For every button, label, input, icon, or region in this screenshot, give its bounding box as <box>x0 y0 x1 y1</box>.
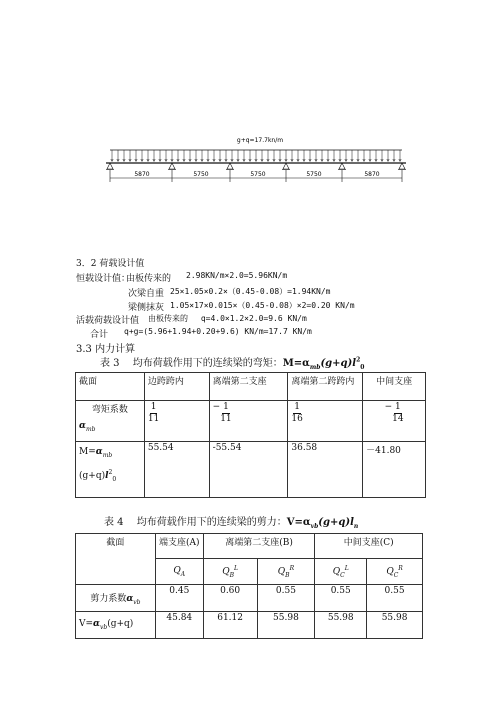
shear-table <box>75 533 423 639</box>
section-33-heading: 3.3 内力计算 <box>76 344 136 355</box>
table3-moment-4: －41.80 <box>363 442 426 498</box>
table3-formula <box>283 358 365 369</box>
coef-sign: − <box>384 402 393 412</box>
table4-coef-label <box>76 585 156 612</box>
subheader-qa <box>155 559 203 585</box>
load-arrows <box>111 150 401 162</box>
span-label-4: 5750 <box>306 171 322 178</box>
support <box>399 163 405 169</box>
table3-coef-1 <box>144 401 209 442</box>
fraction-den: 16 <box>291 414 303 424</box>
q-sup: R <box>289 564 295 572</box>
q-symbol: Q <box>222 566 230 577</box>
section-32-heading: 3．2 荷载设计值 <box>76 259 145 269</box>
q-symbol: Q <box>277 566 286 577</box>
table3-formula-sub: mb <box>309 364 321 371</box>
q-sup: L <box>344 564 349 572</box>
table4-coef-symbol-sub: vb <box>133 598 141 606</box>
table4-shear-row <box>76 612 423 639</box>
dead-slab-label: 由板传来的 <box>126 274 172 284</box>
table4-header-b: 离端第二支座(B) <box>203 534 315 559</box>
table4-coef-label-text: 剪力系数 <box>90 593 127 604</box>
moment-label-m: M= <box>79 447 96 457</box>
table4-shear-1: 45.84 <box>155 612 203 639</box>
table4-caption-text: 表 4 均布荷载作用下的连续梁的剪力： <box>104 517 287 528</box>
total-expr: q+g=(5.96+1.94+0.20+9.6) KN/m=17.7 KN/m <box>124 327 312 336</box>
table3-moment-2: -55.54 <box>209 442 288 498</box>
total-label: 合计 <box>90 330 109 340</box>
table4-coef-3: 0.55 <box>257 585 315 612</box>
fraction-den: 11 <box>147 414 160 424</box>
moment-table <box>75 372 426 498</box>
fraction-num: 1 <box>150 402 157 412</box>
supports <box>106 163 406 170</box>
table4-coef-5: 0.55 <box>367 585 423 612</box>
fraction <box>392 402 403 425</box>
dead-plaster-expr: 1.05×17×0.015×（0.45-0.08）×2=0.20 KN/m <box>170 301 355 310</box>
table4-formula-rest: (g+q)l <box>318 517 354 528</box>
table3-formula-rest: (g+q)l <box>320 358 357 369</box>
moment-label-l-sub: 0 <box>112 475 117 483</box>
moment-label-gq: (g+q) <box>79 470 106 481</box>
table4-shear-label <box>76 612 156 639</box>
table3-header-second-span: 离端第二跨跨内 <box>288 373 363 401</box>
span-label-2: 5750 <box>193 171 209 178</box>
table3-formula-exp: 2 <box>356 356 361 364</box>
moment-label-l: l <box>105 470 109 481</box>
table4-header-c: 中间支座(C) <box>315 534 423 559</box>
q-sub: B <box>285 571 290 579</box>
q-sup: R <box>398 564 403 572</box>
q-symbol: Q <box>173 565 181 576</box>
moment-label-l-sup: 2 <box>108 468 113 476</box>
table3-coef-label <box>76 401 145 442</box>
dead-load-label: 恒载设计值： <box>76 274 131 284</box>
dead-beam-label: 次梁自重 <box>128 289 165 299</box>
support <box>227 163 233 169</box>
table4-coef-row <box>76 585 423 612</box>
support <box>169 163 175 169</box>
table3-header-side-span: 边跨跨内 <box>144 373 209 401</box>
table3-coef-row <box>76 401 426 442</box>
q-symbol: Q <box>386 566 394 577</box>
table3-caption-text: 表 3 均布荷载作用下的连续梁的弯矩： <box>100 358 283 369</box>
table3-coef-4 <box>363 401 426 442</box>
load-label: g+q=17.7kn/m <box>236 137 284 144</box>
dead-slab-expr: 2.98KN/m×2.0=5.96KN/m <box>186 271 288 280</box>
fraction-num: 1 <box>223 402 229 412</box>
table3-moment-3: 36.58 <box>288 442 363 498</box>
table3-moment-row <box>76 442 426 498</box>
table4-header-section: 截面 <box>76 534 156 585</box>
support <box>339 163 345 169</box>
table4-header-row <box>76 534 423 559</box>
table3-caption <box>100 354 364 371</box>
shear-label-v: V= <box>79 619 94 630</box>
table4-shear-4: 55.98 <box>315 612 367 639</box>
q-sub: B <box>229 571 235 579</box>
span-label-1: 5870 <box>134 171 150 178</box>
table3-header-section: 截面 <box>76 373 145 401</box>
span-label-3: 5750 <box>250 171 266 178</box>
moment-label-alpha-sub: mb <box>102 451 113 459</box>
table3-coef-symbol: α <box>79 421 86 431</box>
fraction-num: 1 <box>294 402 300 412</box>
subheader-qbl <box>203 559 257 585</box>
table3-formula-main: M=α <box>282 358 310 369</box>
table3-moment-label <box>76 442 145 498</box>
q-sup: L <box>234 564 239 572</box>
coef-sign: − <box>212 402 221 412</box>
table4-coef-1: 0.45 <box>155 585 203 612</box>
table4-shear-3: 55.98 <box>257 612 315 639</box>
table3-formula-sub2: 0 <box>360 364 365 371</box>
table4-formula <box>287 517 359 528</box>
shear-label-alpha: α <box>93 619 100 630</box>
subheader-qbr <box>257 559 315 585</box>
beam-load-diagram <box>100 130 410 188</box>
support <box>107 163 113 169</box>
table3-coef-label-text: 弯矩系数 <box>91 405 128 415</box>
dead-beam-expr: 25×1.05×0.2×（0.45-0.08）=1.94KN/m <box>170 287 331 296</box>
table4-formula-main: V=α <box>286 517 311 528</box>
table3-coef-symbol-sub: mb <box>85 425 96 433</box>
table4-coef-4: 0.55 <box>315 585 367 612</box>
table4-caption <box>104 513 358 530</box>
table4-shear-2: 61.12 <box>203 612 257 639</box>
fraction <box>220 402 231 425</box>
fraction-den: 11 <box>220 414 232 424</box>
live-load-expr: 由板传来的 q=4.0×1.2×2.0=9.6 KN/m <box>148 314 307 323</box>
support <box>283 163 289 169</box>
q-sub: A <box>180 570 186 578</box>
table3-coef-2 <box>209 401 288 442</box>
table3-header-middle-support: 中间支座 <box>363 373 426 401</box>
table3-moment-1: 55.54 <box>144 442 209 498</box>
table3-coef-3 <box>288 401 363 442</box>
subheader-qcl <box>315 559 367 585</box>
fraction <box>291 402 302 425</box>
q-sub: C <box>393 571 399 579</box>
table3-header-row <box>76 373 426 401</box>
shear-label-gq: (g+q) <box>107 619 134 630</box>
fraction-num: 1 <box>394 402 401 412</box>
table4-formula-sub: vb <box>310 523 319 530</box>
shear-label-alpha-sub: vb <box>99 623 108 631</box>
table3-header-second-support: 离端第二支座 <box>209 373 288 401</box>
table4-header-a: 端支座(A) <box>155 534 203 559</box>
subheader-qcr <box>367 559 423 585</box>
table4-coef-2: 0.60 <box>203 585 257 612</box>
dead-plaster-label: 梁侧抹灰 <box>128 303 165 313</box>
q-sub: C <box>340 571 345 579</box>
live-load-label: 活载荷载设计值 <box>76 316 140 326</box>
table4-coef-symbol: α <box>126 593 134 604</box>
fraction-den: 14 <box>392 414 404 424</box>
table4-formula-sub2: n <box>353 523 359 530</box>
q-symbol: Q <box>332 566 341 577</box>
moment-label-alpha: α <box>95 447 103 457</box>
span-label-5: 5870 <box>364 171 380 178</box>
table4-shear-5: 55.98 <box>367 612 423 639</box>
fraction <box>148 402 159 425</box>
